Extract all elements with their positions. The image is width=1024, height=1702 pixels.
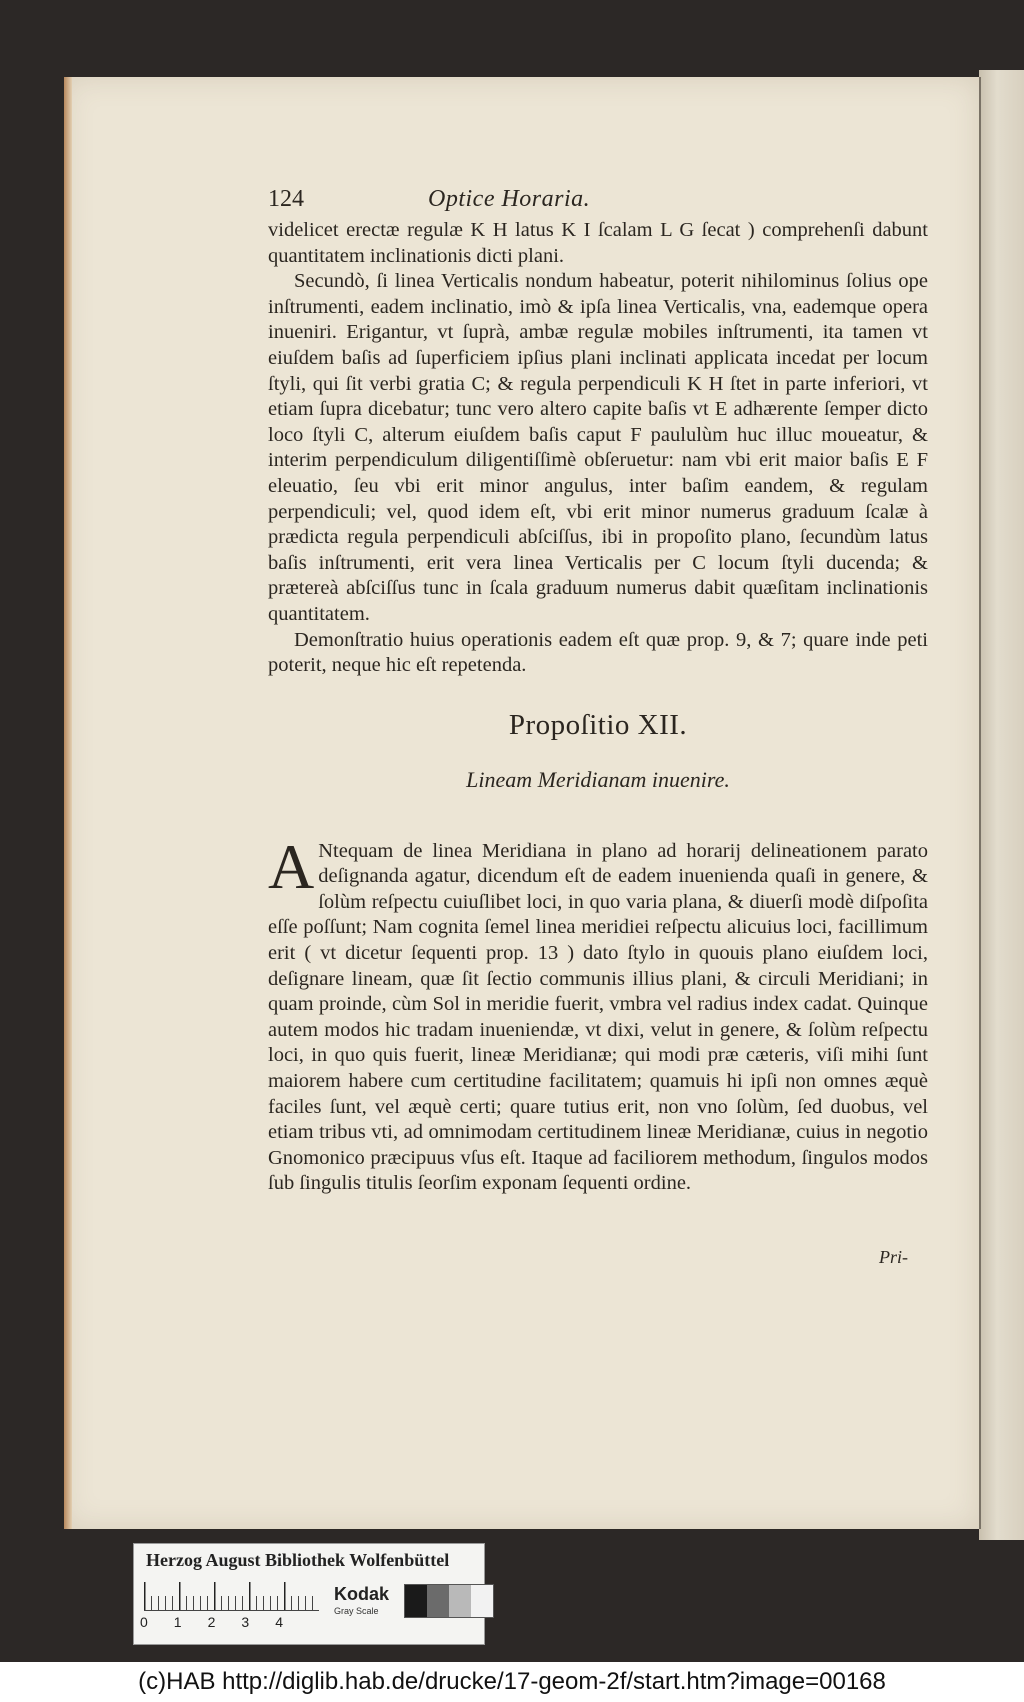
swatch-light-gray <box>449 1585 471 1617</box>
library-name: Herzog August Bibliothek Wolfenbüttel <box>146 1550 450 1570</box>
ruler-number: 4 <box>275 1614 283 1630</box>
swatch-white <box>471 1585 493 1617</box>
copyright-footer <box>0 1662 1024 1702</box>
proposition-title: Propoſitio XII. <box>508 708 688 741</box>
footer-url-text[interactable]: (c)HAB http://diglib.hab.de/drucke/17-geom-2f/start.htm?image=00168 <box>138 1668 886 1695</box>
swatch-dark-gray <box>427 1585 449 1617</box>
ruler-numbers <box>140 1614 283 1630</box>
proposition-subtitle: Lineam Meridianam inuenire. <box>466 766 730 792</box>
main-paragraph <box>268 830 928 1197</box>
catchword: Pri- <box>879 1247 908 1267</box>
ruler-number: 3 <box>241 1614 250 1630</box>
paragraph-demonstratio: Demonſtratio huius operationis eadem eſt quæ prop. 9, & 7; quare inde peti poterit, neque hic eſt repetenda. <box>268 628 928 677</box>
running-head: Optice Horaria. <box>428 186 591 212</box>
paragraph-secundo: Secundò, ſi linea Verticalis nondum habeatur, poterit nihilominus ſolius ope inſtrumenti, eadem inclinatio, imò & ipſa linea Verticalis, vna, eademque opera inueniri. Erigantur, vt ſuprà, ambæ regulæ mobiles inſtrumenti, ita tamen vt eiuſdem baſis ad ſuperficiem ipſius plani inclinati applicata incedat per locum ſtyli, qui ſit verbi gratia C; & regula perpendiculi K H ſtet in parte inferiori, vt etiam ſupra dicebatur; tunc vero altero capite baſis vt E adhærente ſemper dicto loco ſtyli C, alterum eiuſdem baſis caput F paululùm huc illuc moueatur, & interim perpendiculum diligentiſſimè obſeruetur: nam vbi erit maior baſis E F eleuatio, ſeu vbi erit minor angulus, inter baſim eandem, & regulam perpendiculi; vel, quod idem eſt, vbi erit minor numerus graduum ſcalæ à prædicta regula perpendiculi abſciſſus, ibi in propoſito plano, ſecundùm latus baſis inſtrumenti, erit vera linea Verticalis per C locum ſtyli ducenda; & prætereà abſciſſus tunc in ſcala graduum numerus dabit quæſitam inclinationis quantitatem. <box>268 270 928 625</box>
drop-cap: A <box>268 830 315 902</box>
paragraph-continuation: videlicet erectæ regulæ K H latus K I ſcalam L G ſecat ) comprehenſi dabunt quantitatem inclinationis dicti plani. <box>268 219 928 267</box>
color-calibration-bar <box>133 1543 485 1645</box>
page-left-edge <box>64 77 72 1529</box>
gray-swatches <box>404 1584 494 1618</box>
ruler-number: 1 <box>173 1614 182 1630</box>
kodak-logo: Kodak <box>334 1584 390 1604</box>
ruler-number: 0 <box>140 1614 148 1630</box>
ruler-number: 2 <box>207 1614 216 1630</box>
ruler-major-ticks <box>144 1582 319 1610</box>
adjacent-page-edge <box>979 70 1024 1540</box>
main-paragraph-text: Ntequam de linea Meridiana in plano ad horarij delineationem parato deſignanda agatur, dicendum eſt de eadem inuenienda quaſi in genere, & ſolùm reſpectu cuiuſlibet loci, in quo varia plana, & diuerſi modè diſpoſita eſſe poſſunt; Nam cognita ſemel linea meridiei reſpectu alicuius loci, facillimum erit ( vt dicetur ſequenti prop. 13 ) dato ſtylo in quouis plano eiuſdem loci, deſignare lineam, quæ ſit ſectio communis illius plani, & circuli Meridiani; in quam proinde, cùm Sol in meridie fuerit, vmbra vel radius index cadat. Quinque autem modos hic tradam inueniendæ, vt dixi, velut in genere, & ſolùm reſpectu loci, in quo quis fuerit, lineæ Meridianæ; qui modi præ cæteris, viſi mihi ſunt maiorem habere cum certitudine facilitatem; quamuis hi ipſi non omnes æquè faciles ſunt, vel æquè certi; quare tutius erit, non vno ſolùm, ſed duobus, vel etiam tribus vti, ad omnimodam certitudinem lineæ Meridianæ, cuius in negotio Gnomonico præcipuus vſus eſt. Itaque ad faciliorem methodum, ſingulos modos ſub ſingulis titulis ſeorſim exponam ſequenti ordine. <box>268 839 928 1195</box>
page-text <box>268 186 928 1268</box>
page-number: 124 <box>268 186 304 212</box>
gray-scale-label: Gray Scale <box>334 1606 379 1616</box>
page-header <box>268 186 928 218</box>
swatch-black <box>405 1585 427 1617</box>
